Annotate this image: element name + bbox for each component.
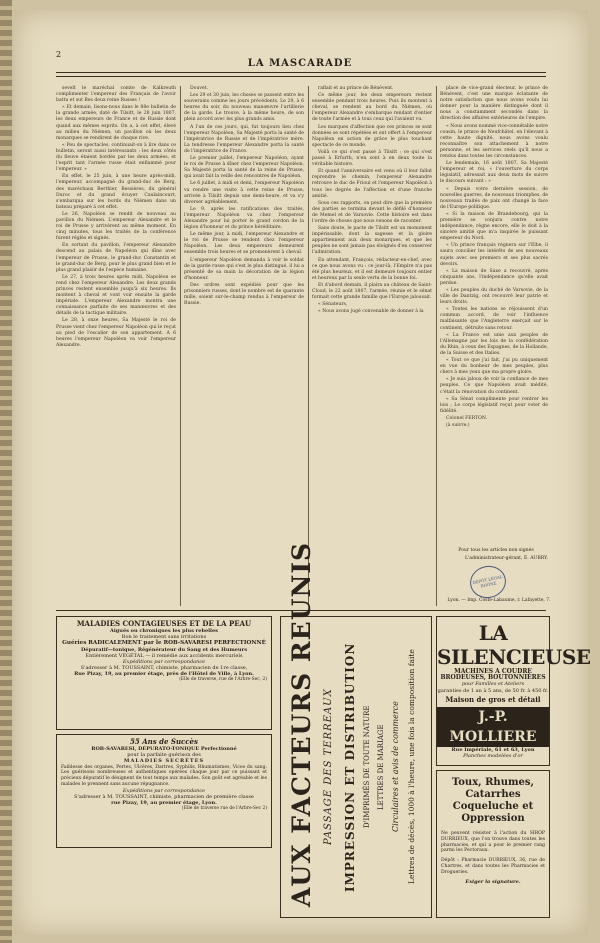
article-paragraph: Le 6 juillet, à midi et demi, l'empereur Napoléon va rendre une visite à cette reine de Prusse, arrivée à Tilsitt depuis une demi-heure, et va s'y diverser agréablement. xyxy=(184,181,304,205)
ad-rob-line1: ROB-SAVARESI, DÉPURATO-TONIQUE Perfectionné xyxy=(91,746,237,752)
column-1 xyxy=(56,86,176,606)
article-paragraph: « La maison de Saxe a recouvré, après cinquante ans, l'indépendance qu'elle avait perdue. xyxy=(440,268,548,286)
article-paragraph: « Les peuples du duché de Varsovie, de la ville de Dantzig, ont recouvré leur patrie et leurs droits. xyxy=(440,288,548,306)
column-divider xyxy=(436,86,437,606)
ad-facteurs-reunis xyxy=(280,541,432,918)
column-2 xyxy=(184,86,304,606)
ad-silencieuse-line4: garanties de 1 an à 5 ans, de 50 fr. à 450 fr. xyxy=(437,687,549,694)
ad-maladies-line2: Guéries RADICALEMENT par le ROB-SAVARESI PERFECTIONNÉ xyxy=(62,640,266,647)
ad-rob-line4: Expéditions par correspondance xyxy=(122,787,206,794)
ad-maladies-subtitle: Aiguës ou chroniques les plus rebelles xyxy=(110,628,218,634)
ad-toux-line1: Dépôt : Pharmacie DURRIEUX, 36, rue de Chartres, et dans toutes les Pharmacies et Drogueries. xyxy=(441,858,545,875)
masthead-rule-double xyxy=(56,76,546,77)
column-4 xyxy=(440,86,548,546)
article-paragraph: « Depuis votre dernière session, de nouvelles guerres, de nouveaux triomphes, de nouveaux traités de paix ont changé la face de l'Europe politique. xyxy=(440,186,548,210)
ad-rob-savaresi xyxy=(56,734,272,848)
ad-facteurs-line5: Lettres de décès, 1000 à l'heure, une fois la composition faite xyxy=(407,649,416,885)
ad-rob-title: 55 Ans de Succès xyxy=(130,737,198,746)
ad-silencieuse-address: Rue Impériale, 61 et 63, Lyon xyxy=(451,747,535,754)
article-paragraph: « Sénateurs, xyxy=(318,302,348,308)
article-paragraph: Douvet. xyxy=(190,86,209,91)
ad-rob-contact: S'adresser à M. TOUSSAINT, chimiste, pharmacien de première classe xyxy=(74,794,254,800)
ad-toux-body: Ne peuvent résister à l'action du SIROP DURRIEUX, que l'on trouve dans toutes les pharmacies, et qui a pour le premier rang parmi les Pectoraux. xyxy=(441,831,545,854)
article-paragraph: Les marques d'affection que ces princes se sont données se sont répétées et ont offert à l'empereur Napoléon en action de grâce le plus touchant spectacle de ce monde. xyxy=(312,124,432,148)
article-paragraph: (à suivre.) xyxy=(446,422,470,428)
ad-facteurs-line3: LETTRES DE MARIAGE xyxy=(377,724,385,810)
ad-maladies-line5: Expéditions par correspondance xyxy=(122,659,206,666)
ad-facteurs-line1: IMPRESSION ET DISTRIBUTION xyxy=(343,642,357,892)
ad-maladies-line4: Entièrement VÉGÉTAL — il remédie aux accidents mercuriels xyxy=(85,652,243,659)
ad-maladies xyxy=(56,616,272,730)
article-paragraph: « Et demain, lisons-nous dans le 88e bulletin de la grande armée, daté de Tilsitt, le 28 juin 1807, les deux empereurs de France et de Russie dont quand aux mêmes esprits. On a, à cet effet, élevé au milieu du Niémen, un pavillon où les deux monarques se rendirent de chaque rive. xyxy=(56,105,176,141)
article-paragraph: « Peu de spectacles, continuait-on à lire dans ce bulletin, seront aussi intéressants : les deux côtés du fleuve étaient bordés par les deux armées, et l'esprit tant l'armée russe était enflammé pour l'empereur. » xyxy=(56,142,176,173)
ad-rob-footnote: (Elle de traverse rue de l'Arbre-Sec 2) xyxy=(182,806,267,811)
article-paragraph: Le 28, à onze heures, Sa Majesté le roi de Prusse vient chez l'empereur Napoléon qui le reçut au pied de l'escalier de son appartement. A 6 heures l'empereur Napoléon va voir l'empereur Alexandre. xyxy=(56,318,176,348)
article-paragraph: En effet, le 25 juin, à une heure après-midi, l'empereur, accompagné du grand-duc de Berg, des maréchaux Berthier, Bessières, du général Duroc et du grand écuyer Caulaincourt, s'embarqua sur les bords du Niémen dans un bateau préparé à cet effet. xyxy=(56,174,176,210)
ad-rob-address: rue Pizay, 19, au premier étage, Lyon. xyxy=(111,800,217,806)
ad-silencieuse-line6: Planches modelées d'or xyxy=(463,753,523,760)
page-number: 2 xyxy=(56,50,62,59)
ad-la-silencieuse xyxy=(436,616,591,766)
article-paragraph: En sortant du pavillon, l'empereur Alexandre descend au palais de Napoléon qui dîne avec l'empereur de Prusse, le grand-duc Constantin et le grand-duc de Berg, pour le plus grand bien et le plus grand plaisir de l'espèce humaine. xyxy=(56,243,176,273)
closing-announcement: Pour tous les articles non signés xyxy=(458,548,534,553)
article-paragraph: place de vice-grand électeur, le prince de Bénévent, c'est une marque éclatante de notre satisfaction que nous avons voulu lui donner pour la manière distinguée dont il nous a constamment secondés dans la direction des affaires extérieures de l'empire. xyxy=(440,86,548,122)
ad-silencieuse-title: LA SILENCIEUSE xyxy=(437,621,591,669)
article-paragraph: Le lendemain, 16 août 1807, Sa Majesté l'empereur et roi, « l'ouverture du corps législatif, adressait aux deux mots de suivre le discours suivant : » xyxy=(440,161,548,185)
ad-rob-line2: pour la parfaite guérison des xyxy=(127,752,201,759)
article-paragraph: « Je suis jaloux de voir la confiance de mes peuples. Ce que Napoléon avait médité, c'était la rénovation du continent. xyxy=(440,377,548,395)
masthead-rule xyxy=(56,72,546,73)
article-paragraph: Le même jour, à midi, l'empereur Alexandre et le roi de Prusse se rendent chez l'empereur Napoléon. Les deux empereurs demeurent ensemble trois heures et se promenèrent à cheval. xyxy=(184,232,304,256)
ad-silencieuse-brand: J.-P. MOLLIERE xyxy=(437,707,549,747)
article-paragraph: L'empereur Napoléon demanda à voir le soldat de la garde russe qui s'est le plus distingué, il lui a présenté de sa main la décoration de la légion d'honneur. xyxy=(184,257,304,281)
stamp-text: DÉPÔT LÉGAL RHÔNE xyxy=(472,573,503,589)
article-paragraph: Le 9, après les ratifications des traités, l'empereur Napoléon va chez l'empereur Alexandre pour lui porter le grand cordon de la légion d'honneur et du prince héréditaire. xyxy=(184,206,304,231)
article-paragraph: « Nous avons jugé convenable de donner à la xyxy=(318,309,424,315)
article-paragraph: « Si la maison de Brandebourg, qui la première se conjura contre notre indépendance, règne encore, elle le doit à la sincère amitié que m'a inspirée le puissant empereur du Nord. xyxy=(440,211,548,242)
article-paragraph: sevelt le maréchal comte de Kalkreuth complimenter l'empereur des Français de l'avoir battu et sut Bes deux reine Russes ! xyxy=(56,86,176,104)
column-divider xyxy=(180,86,181,606)
ad-silencieuse-line2: BRODEUSES, BOUTONNIÈRES xyxy=(440,674,546,682)
ad-toux xyxy=(436,770,550,918)
column-divider xyxy=(308,86,309,606)
article-paragraph: « Un prince français régnera sur l'Elbe, il saura concilier les intérêts de ses nouveaux sujets avec ses premiers et ses plus sacrés devoirs. xyxy=(440,243,548,267)
article-paragraph: Colonel FERTON. xyxy=(446,415,488,421)
ad-facteurs-line2: D'IMPRIMÉS DE TOUTE NATURE xyxy=(363,705,371,829)
ad-maladies-address: Rue Pizay, 19, au premier étage, près de l'Hôtel de Ville, à Lyon. xyxy=(74,671,254,678)
ad-toux-line2: Exiger la signature. xyxy=(465,878,521,885)
article-paragraph: « Nous avons nommé vice-connétable notre cousin, le prince de Neufchâtel, en l'élevant à cette haute dignité, nous avons voulu reconnaître son attachement à notre personne, et les services réels qu'il nous a rendus dans toutes les circonstances. xyxy=(440,123,548,160)
article-paragraph: Et d'abord demain, il plaira au château de Saint-Cloud, le 22 août 1807, l'armée, réunie et le sénat formait cette grande famille que l'Europe jalousait. xyxy=(312,282,432,301)
ad-toux-title2: Coqueluche et Oppression xyxy=(452,801,534,824)
ad-rob-line3: MALADIES SECRÈTES xyxy=(123,758,205,765)
article-paragraph: Les 29 et 30 juin, les choses se passent entre les souverains comme les jours précédents. Le 29, à 6 heures du soir, du nouveau manœuvre l'artillerie de la garde. Le trouve, à la même heure, de son plein accord avec les plus grands amis. xyxy=(184,93,304,123)
article-paragraph: Le 27, à trois heures après midi, Napoléon se rend chez l'empereur Alexandre. Les deux grands princes restent ensemble jusqu'à six heures. Ils montent à cheval et vont voir ensuite la garde impériale. L'empereur Alexandre montra une connaissance parfaite de ses manœuvres et des détails de la tactique militaire. xyxy=(56,274,176,317)
masthead: LA MASCARADE xyxy=(247,58,353,69)
article-paragraph: « La France est unie aux peuples de l'Allemagne par les lois de la confédération du Rhin, à ceux des Espagnes, de la Hollande, de la Suisse et des Italies. xyxy=(440,332,548,356)
ad-toux-title: Toux, Rhumes, Catarrhes xyxy=(451,777,535,800)
ad-maladies-title: MALADIES CONTAGIEUSES ET DE LA PEAU xyxy=(76,619,252,628)
article-paragraph: « Sa Sénat complimente pour rentrer les lois ; Le corps législatif reçut pour voter de fidélité. xyxy=(440,396,548,414)
article-paragraph: raflait et au prince de Bénévent. xyxy=(318,86,394,91)
article-paragraph: En attendant, François, rédacteur-en-chef, avec ce que nous avons vu : ce jour-là, l'Empire n'a pas été plus heureux, et il est demeuré toujours entier et heureux par la seule vertu de la bonne foi. xyxy=(312,257,432,281)
page-binding xyxy=(0,0,12,943)
ad-silencieuse-line5: Maison de gros et détail xyxy=(445,694,541,704)
article-paragraph: « Tout ce que j'ai fait, j'ai pu uniquement en vue du bonheur de mes peuples, plus chers à mes yeux que ma propre gloire. xyxy=(440,358,548,376)
imprint-line: Lyon. — Imp. Coste-Labaume, r. Lafayette, 7. xyxy=(447,598,551,603)
ad-maladies-line1: Bon le traitement sans irritations xyxy=(121,634,207,641)
ad-silencieuse-line3: pour Familles et Ateliers xyxy=(461,681,525,688)
article-paragraph: Sans doute, le pacte de Tilsitt est un monument impérissable, dont la sagesse et la gloire appartiennent aux deux monarques, et que les peuples ne sont jamais pas éloignés d'en conserver l'admiration. xyxy=(312,226,432,256)
article-paragraph: A l'un de ces jours, qui, fut toujours lieu chez l'empereur Napoléon, Sa Majesté porta la santé de l'impératrice de Russie et de l'impératrice mère. La tendresse l'empereur Alexandre porta la santé de l'impératrice de France. xyxy=(184,124,304,154)
ad-facteurs-headline: AUX FACTEURS REUNIS xyxy=(287,541,316,907)
ad-facteurs-subline: PASSAGE DES TERREAUX xyxy=(323,688,334,846)
article-paragraph: Et quand l'anniversaire est venu où il leur fallut reprendre le chemin, l'empereur Alexandre retrouve le duc de Frioul et l'empereur Napoléon à tous les degrés de l'affection et d'une franche amitié. xyxy=(312,169,432,199)
article-paragraph: « Toutes les nations se réjouissent d'un commun accord, de voir l'influence malfaisante que l'Angleterre exerçait sur le continent, détruite sans retour. xyxy=(440,307,548,331)
article-paragraph: Sous ces rapports, on peut dire que la première des parties se termina devant le défilé d'honneur de Memel et de Varsovie. Cette histoire est dans l'ordre de choses que nous venons de raconter. xyxy=(312,200,432,224)
ad-maladies-contact: S'adresser à M. TOUSSAINT, chimiste, pharmacien de 1re classe, xyxy=(80,665,248,672)
ad-maladies-footnote: (Elle de traverse, rue de l'Arbre-Sec, 2) xyxy=(179,677,267,683)
ad-facteurs-line4: Circulaires et avis de commerce xyxy=(391,701,400,833)
ad-silencieuse-line1: MACHINES A COUDRE xyxy=(454,668,532,675)
ad-maladies-line3: Dépuratif—tonique, Régénérateur du Sang et des Humeurs xyxy=(80,646,248,653)
article-paragraph: Voilà ce qui s'est passé à Tilsitt ; ce qui s'est passé à Erfurth, n'en sont à en deux toute la véritable histoire. xyxy=(312,149,432,168)
article-paragraph: Des ordres sont expédiés pour que les prisonniers russes, dont le nombre est de quarante mille, soient sur-le-champ rendus à l'empereur de Russie. xyxy=(184,282,304,307)
column-3 xyxy=(312,86,432,606)
article-paragraph: Le premier juillet, l'empereur Napoléon, ayant le roi de Prusse à dîner chez l'empereur Napoléon, Sa Majesté porta la santé de la reine de Prusse, qui avait fait la veille des rencontres de Napoléon. xyxy=(184,156,304,180)
article-paragraph: Le 26, Napoléon se rendit de nouveau au pavillon du Niémen. L'empereur Alexandre et le roi de Prusse y arrivèrent au même moment. En cinq minutes, tous les traités de la conférence furent réglés et signés. xyxy=(56,211,176,242)
article-paragraph: Ce même jour, les deux empereurs restent ensemble pendant trois heures. Puis ils montent à cheval, se rendent au bord du Niémen, où l'empereur Alexandre s'embarque rendant d'entier de toute l'armée et à tous ceux qui l'avaient vu. xyxy=(312,93,432,123)
closing-publisher: L'administrateur-gérant, E. AUBRY. xyxy=(464,556,548,561)
ad-rob-body: Faiblesse des organes, Pertes, Ulcères, Dartres, Syphilis, Rhumatismes, Vices du sang. Les guérisons nombreuses et authentiques opérées chaque jour par ce puissant et précieux dépuratif le désignent de tout temps aux malades. Son goût est agréable et les malades le prennent sans aucune répugnance. xyxy=(61,764,267,787)
